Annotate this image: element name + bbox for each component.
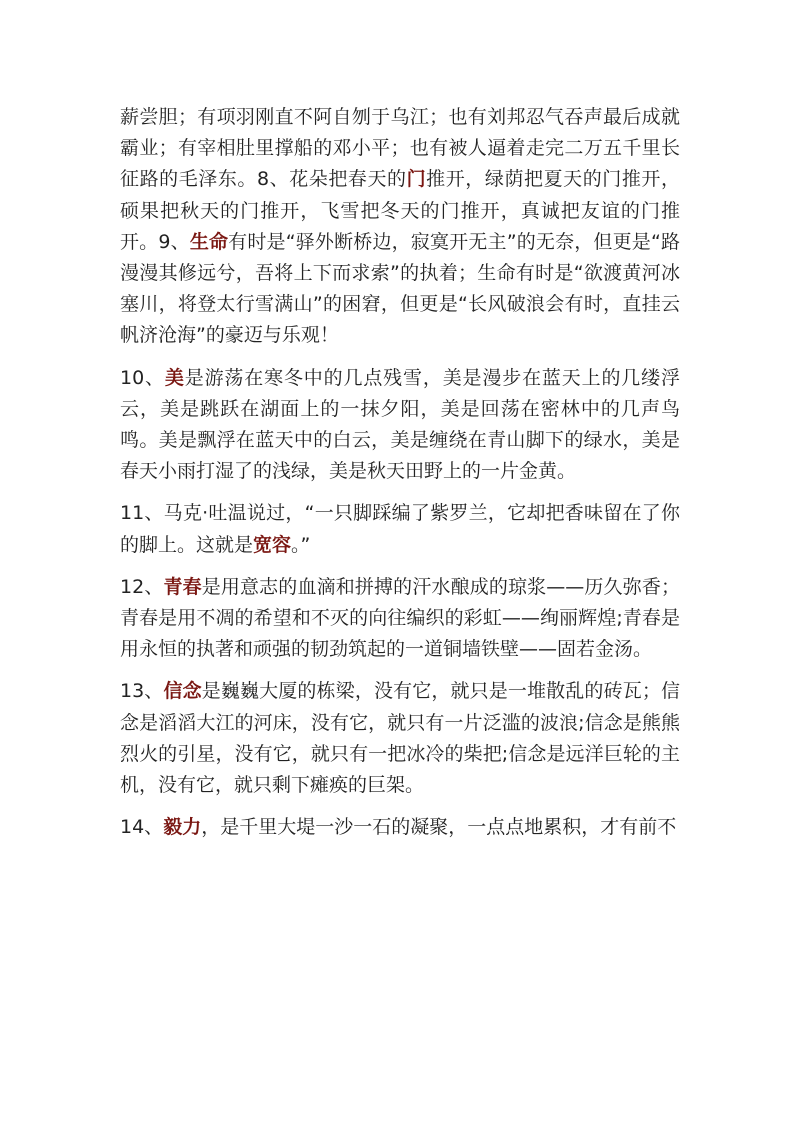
keyword-text: 信念 xyxy=(163,680,202,703)
body-text: 薪尝胆；有项羽刚直不阿自刎于乌江；也有刘邦忍气吞声最后成就霸业；有宰相肚里撑船的邓小平；也有被人逼着走完二万五千里长征路的毛泽东。8、花朵把春天的 xyxy=(120,106,680,191)
body-text: 有时是“驿外断桥边，寂寞开无主”的无奈，但更是“路漫漫其修远兮，吾将上下而求索”的执着；生命有时是“欲渡黄河冰塞川，将登太行雪满山”的困窘，但更是“长风破浪会有时，直挂云帆济沧海”的豪迈与乐观！ xyxy=(120,230,680,347)
keyword-text: 生命 xyxy=(189,230,229,253)
body-text: 推开，绿荫把夏天的门推开，硕果把秋天的门推开，飞雪把冬天的门推开，真诚把友谊的门推开。9、 xyxy=(120,168,680,253)
body-text: ，是千里大堤一沙一石的凝聚，一点点地累积，才有前不 xyxy=(201,816,677,839)
keyword-text: 毅力 xyxy=(163,816,202,839)
body-text: 10、 xyxy=(120,366,165,389)
body-text: 是巍巍大厦的栋梁，没有它，就只是一堆散乱的砖瓦；信念是滔滔大江的河床，没有它，就只有一片泛滥的波浪;信念是熊熊烈火的引星，没有它，就只有一把冰冷的柴把;信念是远洋巨轮的主机，没有它，就只剩下瘫痪的巨架。 xyxy=(120,680,680,797)
paragraph xyxy=(120,363,680,488)
body-text: 是游荡在寒冬中的几点残雪，美是漫步在蓝天上的几缕浮云，美是跳跃在湖面上的一抹夕阳，美是回荡在密林中的几声鸟鸣。美是飘浮在蓝天中的白云，美是缠绕在青山脚下的绿水，美是春天小雨打湿了的浅绿，美是秋天田野上的一片金黄。 xyxy=(120,366,680,483)
paragraph xyxy=(120,676,680,801)
body-text: 13、 xyxy=(120,680,164,703)
paragraph xyxy=(120,498,680,560)
body-text: 11、马克·吐温说过，“一只脚踩编了紫罗兰，它却把香味留在了你的脚上。这就是 xyxy=(120,502,680,556)
keyword-text: 门 xyxy=(406,168,427,191)
keyword-text: 美 xyxy=(164,366,185,389)
paragraph xyxy=(120,812,680,843)
body-text: 。” xyxy=(291,533,311,556)
keyword-text: 青春 xyxy=(163,575,202,598)
document-body xyxy=(120,102,680,843)
body-text: 12、 xyxy=(120,575,164,598)
body-text: 是用意志的血滴和拼搏的汗水酿成的琼浆——历久弥香；青春是用不凋的希望和不灭的向往编织的彩虹——绚丽辉煌;青春是用永恒的执著和顽强的韧劲筑起的一道铜墙铁壁——固若金汤。 xyxy=(120,575,680,661)
paragraph xyxy=(120,102,680,352)
keyword-text: 宽容 xyxy=(253,533,292,556)
paragraph xyxy=(120,572,680,666)
body-text: 14、 xyxy=(120,816,164,839)
